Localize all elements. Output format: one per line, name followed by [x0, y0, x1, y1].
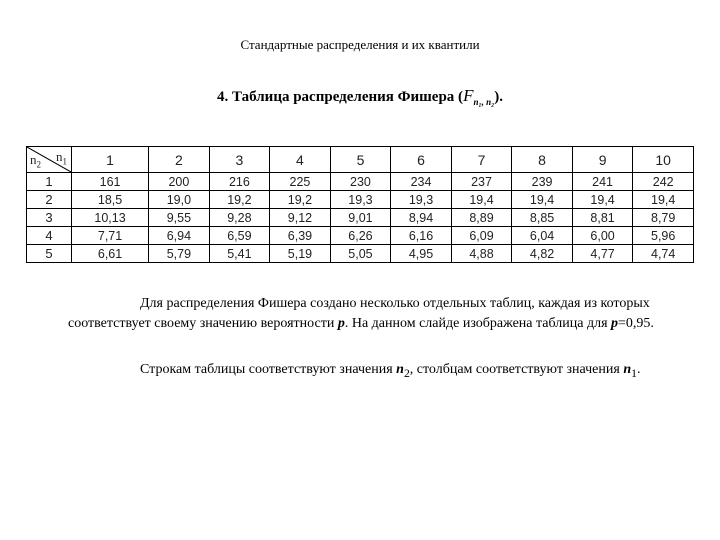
paragraph-probability: Для распределения Фишера создано несколько отдельных таблиц, каждая из которых соответствует своему значению вероятности p. На данном слайде изображена таблица для p=0,95.: [68, 296, 654, 331]
row-header-n2: 5: [27, 245, 72, 263]
corner-n2-label: $n_2$: [30, 152, 41, 170]
table-row: [27, 209, 694, 227]
table-cell: 6,59: [209, 227, 270, 245]
table-cell: 230: [330, 173, 391, 191]
fisher-formula-subscript: n₁, n₂: [473, 97, 495, 107]
table-cell: 19,0: [149, 191, 210, 209]
column-header-n1: 3: [209, 147, 270, 173]
table-cell: 4,77: [572, 245, 633, 263]
table-row: [27, 245, 694, 263]
table-cell: 8,79: [633, 209, 694, 227]
column-header-n1: 5: [330, 147, 391, 173]
table-cell: 19,4: [572, 191, 633, 209]
table-corner-cell: [27, 147, 72, 173]
table-cell: 216: [209, 173, 270, 191]
column-header-n1: 7: [451, 147, 512, 173]
table-cell: 18,5: [72, 191, 149, 209]
table-row: [27, 191, 694, 209]
table-cell: 8,89: [451, 209, 512, 227]
column-header-n1: 10: [633, 147, 694, 173]
table-cell: 161: [72, 173, 149, 191]
title-suffix: ).: [494, 89, 503, 105]
table-cell: 8,85: [512, 209, 573, 227]
table-row: [27, 173, 694, 191]
row-header-n2: 2: [27, 191, 72, 209]
title-prefix: 4. Таблица распределения Фишера (: [217, 89, 464, 105]
table-row: [27, 227, 694, 245]
column-header-n1: 2: [149, 147, 210, 173]
table-cell: 6,61: [72, 245, 149, 263]
table-cell: 4,95: [391, 245, 452, 263]
table-cell: 4,82: [512, 245, 573, 263]
table-cell: 6,39: [270, 227, 331, 245]
slide-header: Стандартные распределения и их квантили: [240, 37, 480, 52]
table-cell: 242: [633, 173, 694, 191]
paragraph-rows-columns: Строкам таблицы соответствуют значения $n_2$, столбцам соответствуют значения $n_1$.: [140, 362, 641, 380]
table-cell: 19,4: [633, 191, 694, 209]
table-cell: 7,71: [72, 227, 149, 245]
table-cell: 237: [451, 173, 512, 191]
table-cell: 4,74: [633, 245, 694, 263]
table-cell: 6,00: [572, 227, 633, 245]
slide-title: [0, 86, 720, 107]
table-cell: 6,16: [391, 227, 452, 245]
table-cell: 9,28: [209, 209, 270, 227]
table-cell: 6,26: [330, 227, 391, 245]
column-header-n1: 1: [72, 147, 149, 173]
table-cell: 239: [512, 173, 573, 191]
table-cell: 5,96: [633, 227, 694, 245]
table-cell: 5,05: [330, 245, 391, 263]
column-header-n1: 9: [572, 147, 633, 173]
table-cell: 6,04: [512, 227, 573, 245]
table-cell: 8,94: [391, 209, 452, 227]
table-cell: 19,2: [209, 191, 270, 209]
fisher-formula: F: [463, 86, 474, 105]
row-header-n2: 3: [27, 209, 72, 227]
table-cell: 6,94: [149, 227, 210, 245]
table-cell: 9,55: [149, 209, 210, 227]
column-header-n1: 4: [270, 147, 331, 173]
corner-n1-label: $n_1$: [56, 149, 67, 167]
table-cell: 10,13: [72, 209, 149, 227]
column-header-n1: 8: [512, 147, 573, 173]
table-cell: 200: [149, 173, 210, 191]
table-cell: 19,3: [391, 191, 452, 209]
table-cell: 4,88: [451, 245, 512, 263]
table-cell: 234: [391, 173, 452, 191]
table-cell: 5,19: [270, 245, 331, 263]
table-cell: 9,12: [270, 209, 331, 227]
table-cell: 241: [572, 173, 633, 191]
row-header-n2: 4: [27, 227, 72, 245]
table-cell: 19,3: [330, 191, 391, 209]
table-cell: 19,2: [270, 191, 331, 209]
fisher-table: [26, 146, 694, 263]
column-header-n1: 6: [391, 147, 452, 173]
table-cell: 9,01: [330, 209, 391, 227]
table-cell: 6,09: [451, 227, 512, 245]
table-cell: 225: [270, 173, 331, 191]
table-cell: 8,81: [572, 209, 633, 227]
table-cell: 5,41: [209, 245, 270, 263]
row-header-n2: 1: [27, 173, 72, 191]
table-cell: 19,4: [451, 191, 512, 209]
table-header-row: [27, 147, 694, 173]
table-cell: 19,4: [512, 191, 573, 209]
table-cell: 5,79: [149, 245, 210, 263]
